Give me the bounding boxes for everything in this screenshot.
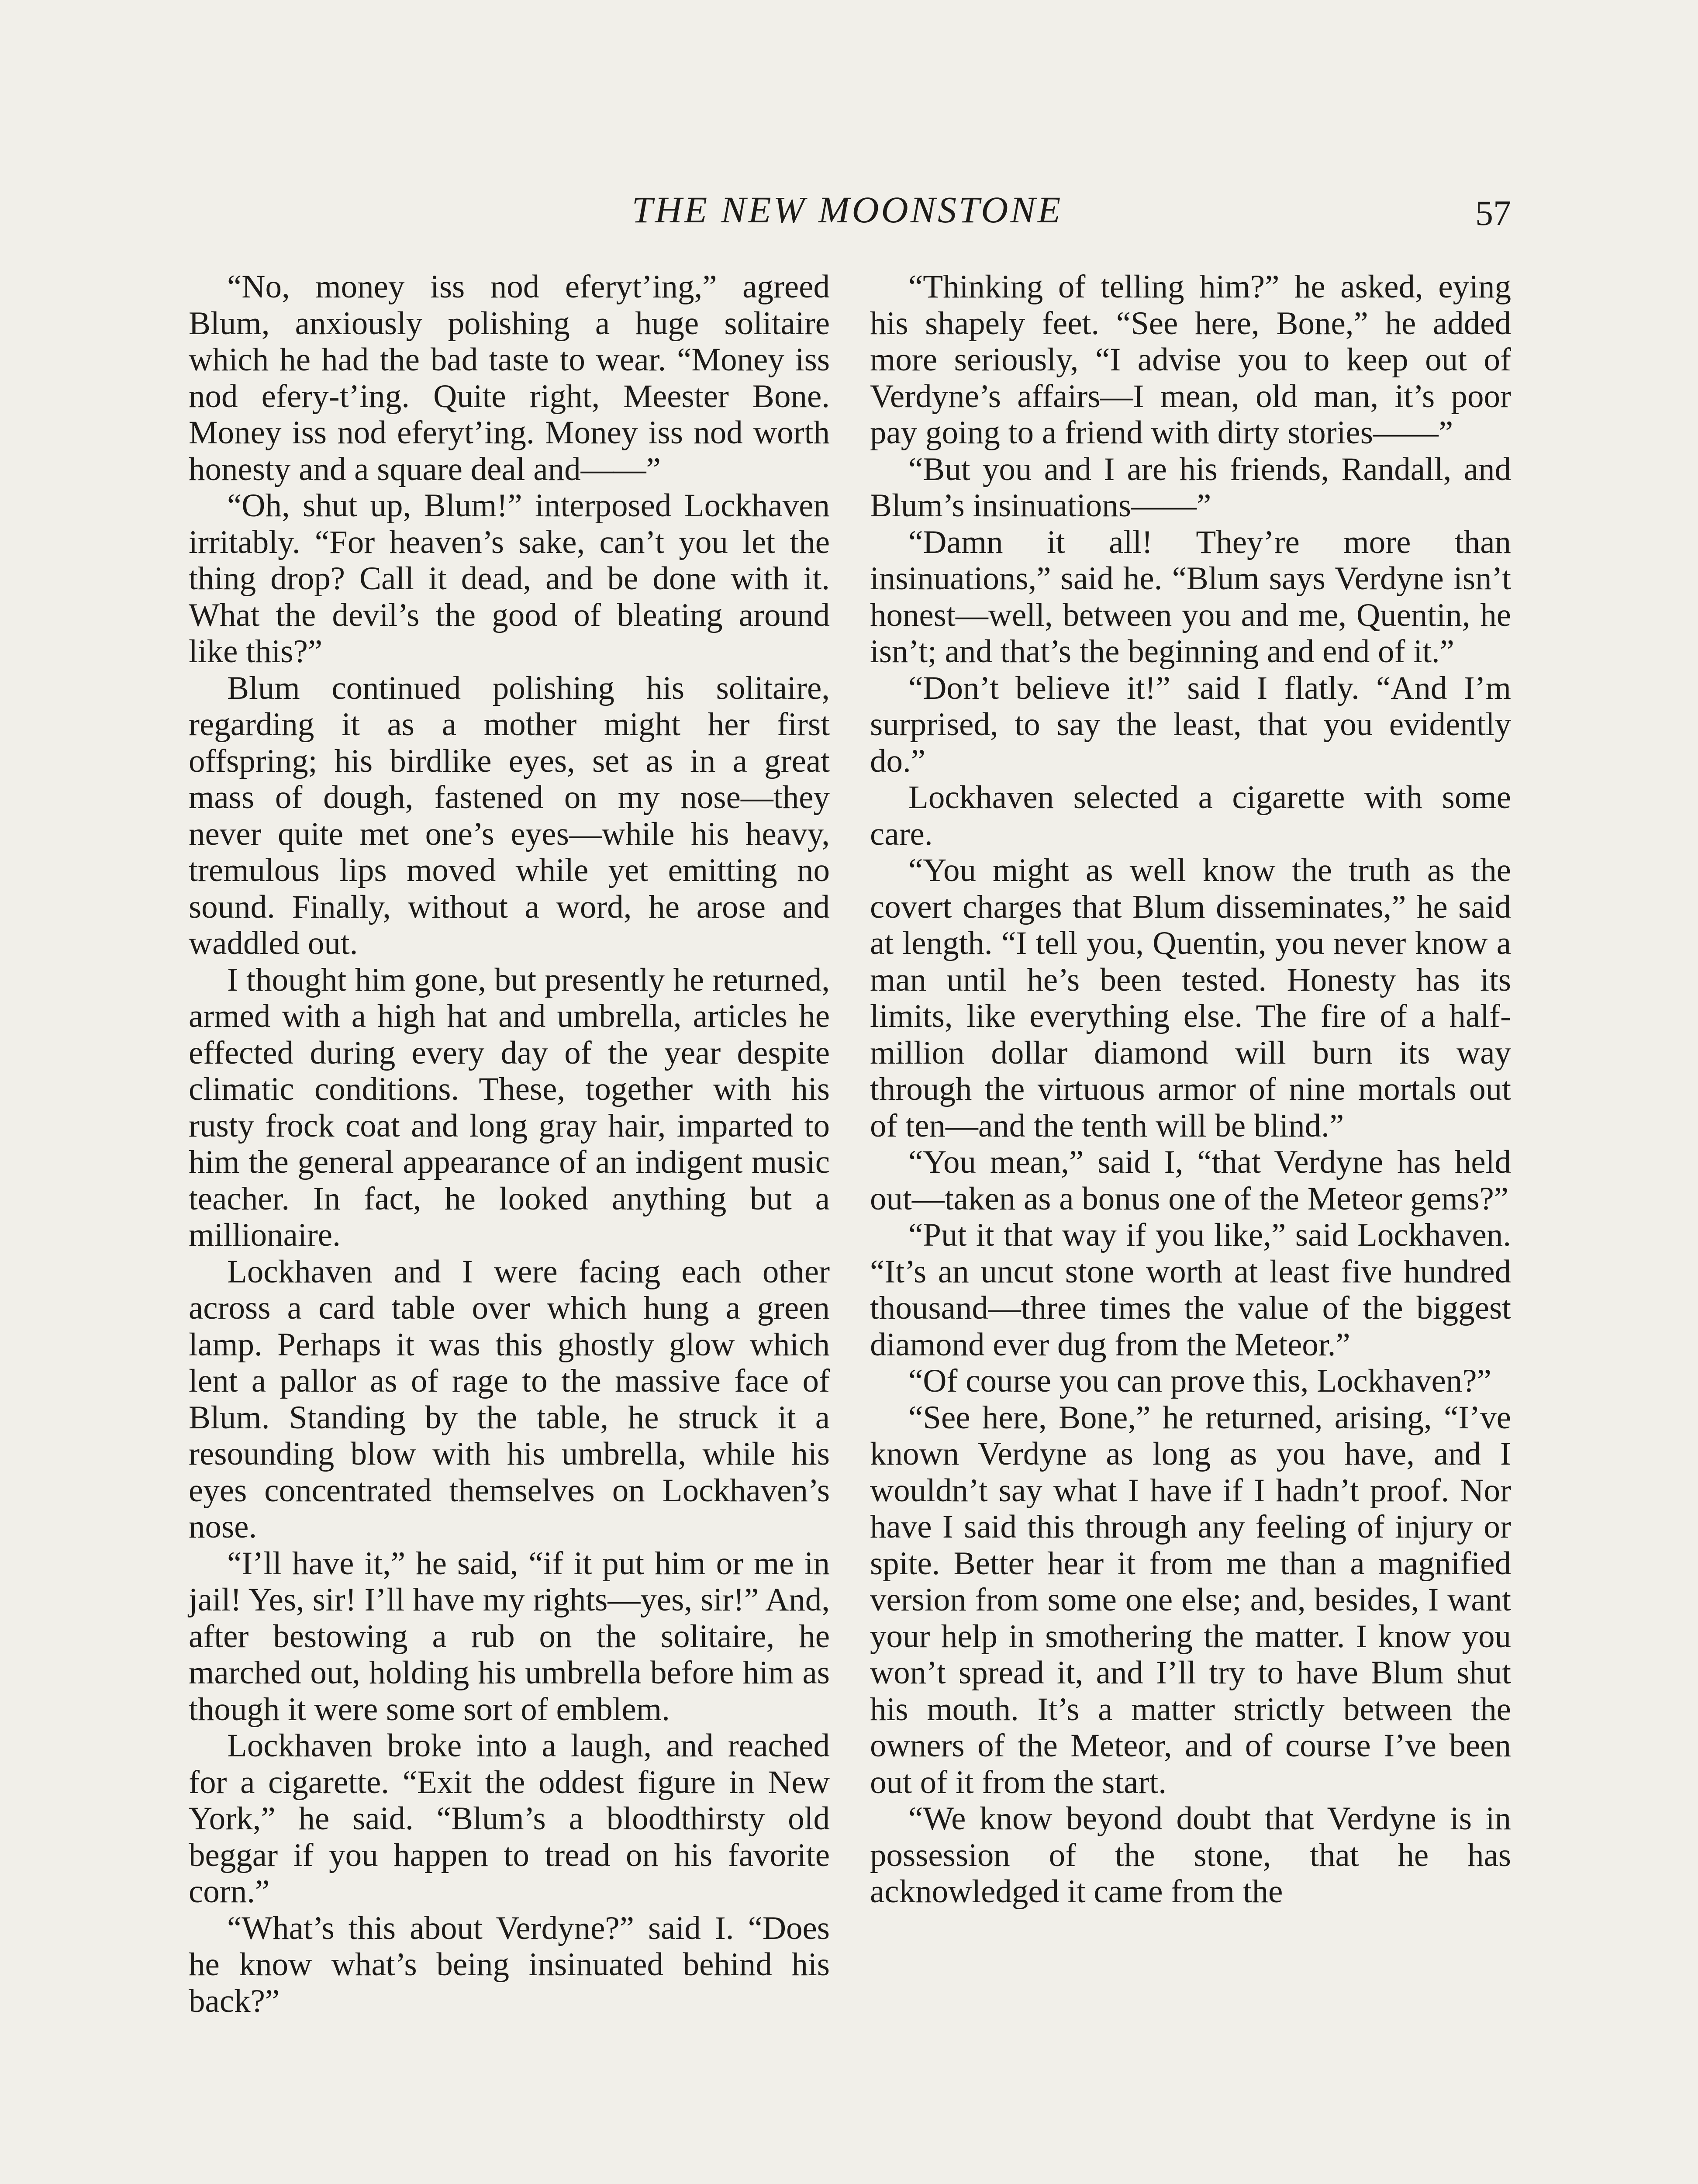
page-header bbox=[183, 175, 1511, 232]
paragraph: Lockhaven broke into a laugh, and reached for a cigarette. “Exit the oddest figure in New York,” he said. “Blum’s a bloodthirsty old beggar if you happen to tread on his favorite corn.” bbox=[189, 1728, 830, 1910]
paragraph: “See here, Bone,” he returned, arising, “I’ve known Verdyne as long as you have, and I wouldn’t say what I have if I hadn’t proof. Nor have I said this through any feeling of injury or spite. Better hear it from me than a magnified version from some one else; and, besides, I want your help in smothering the matter. I know you won’t spread it, and I’ll try to have Blum shut his mouth. It’s a matter strictly between the owners of the Meteor, and of course I’ve been out of it from the start. bbox=[870, 1399, 1511, 1800]
paragraph: “We know beyond doubt that Verdyne is in possession of the stone, that he has acknowledged it came from the bbox=[870, 1800, 1511, 1910]
paragraph: “But you and I are his friends, Randall, and Blum’s insinuations——” bbox=[870, 451, 1511, 524]
paragraph: “You might as well know the truth as the covert charges that Blum disseminates,” he said at length. “I tell you, Quentin, you never know a man until he’s been tested. Honesty has its limits, like everything else. The fire of a half-million dollar diamond will burn its way through the virtuous armor of nine mortals out of ten—and the tenth will be blind.” bbox=[870, 852, 1511, 1144]
paragraph: Blum continued polishing his solitaire, regarding it as a mother might her first offspring; his birdlike eyes, set as in a great mass of dough, fastened on my nose—they never quite met one’s eyes—while his heavy, tremulous lips moved while yet emitting no sound. Finally, without a word, he arose and waddled out. bbox=[189, 670, 830, 961]
paragraph: “Of course you can prove this, Lockhaven?” bbox=[908, 1363, 1491, 1399]
paragraph: “I’ll have it,” he said, “if it put him or me in jail! Yes, sir! I’ll have my rights—yes, sir!” And, after bestowing a rub on the solitaire, he marched out, holding his umbrella before him as though it were some sort of emblem. bbox=[189, 1545, 830, 1728]
right-column bbox=[870, 269, 1511, 1910]
paragraph: “Thinking of telling him?” he asked, eying his shapely feet. “See here, Bone,” he added more seriously, “I advise you to keep out of Verdyne’s affairs—I mean, old man, it’s poor pay going to a friend with dirty stories——” bbox=[870, 269, 1511, 451]
paragraph: “No, money iss nod eferyt’ing,” agreed Blum, anxiously polishing a huge solitaire which he had the bad taste to wear. “Money iss nod efery-t’ing. Quite right, Meester Bone. Money iss nod eferyt’ing. Money iss nod worth honesty and a square deal and——” bbox=[189, 269, 830, 487]
paragraph: “What’s this about Verdyne?” said I. “Does he know what’s being insinuated behind his back?” bbox=[189, 1910, 830, 2019]
paragraph: “Don’t believe it!” said I flatly. “And I’m surprised, to say the least, that you evidently do.” bbox=[870, 670, 1511, 779]
paragraph: “You mean,” said I, “that Verdyne has held out—taken as a bonus one of the Meteor gems?” bbox=[870, 1144, 1511, 1217]
paragraph: “Oh, shut up, Blum!” interposed Lockhaven irritably. “For heaven’s sake, can’t you let the thing drop? Call it dead, and be done with it. What the devil’s the good of bleating around like this?” bbox=[189, 487, 830, 670]
paragraph: “Damn it all! They’re more than insinuations,” said he. “Blum says Verdyne isn’t honest—well, between you and me, Quentin, he isn’t; and that’s the beginning and end of it.” bbox=[870, 524, 1511, 670]
paragraph: Lockhaven and I were facing each other across a card table over which hung a green lamp. Perhaps it was this ghostly glow which lent a pallor as of rage to the massive face of Blum. Standing by the table, he struck it a resounding blow with his umbrella, while his eyes concentrated themselves on Lockhaven’s nose. bbox=[189, 1253, 830, 1545]
page-number: 57 bbox=[1475, 193, 1511, 233]
paragraph: “Put it that way if you like,” said Lockhaven. “It’s an uncut stone worth at least five hundred thousand—three times the value of the biggest diamond ever dug from the Meteor.” bbox=[870, 1217, 1511, 1363]
paragraph: Lockhaven selected a cigarette with some care. bbox=[870, 779, 1511, 852]
paragraph: I thought him gone, but presently he returned, armed with a high hat and umbrella, articles he effected during every day of the year despite climatic conditions. These, together with his rusty frock coat and long gray hair, imparted to him the general appearance of an indigent music teacher. In fact, he looked anything but a millionaire. bbox=[189, 961, 830, 1253]
left-column bbox=[189, 269, 830, 2019]
running-title: THE NEW MOONSTONE bbox=[632, 189, 1063, 231]
